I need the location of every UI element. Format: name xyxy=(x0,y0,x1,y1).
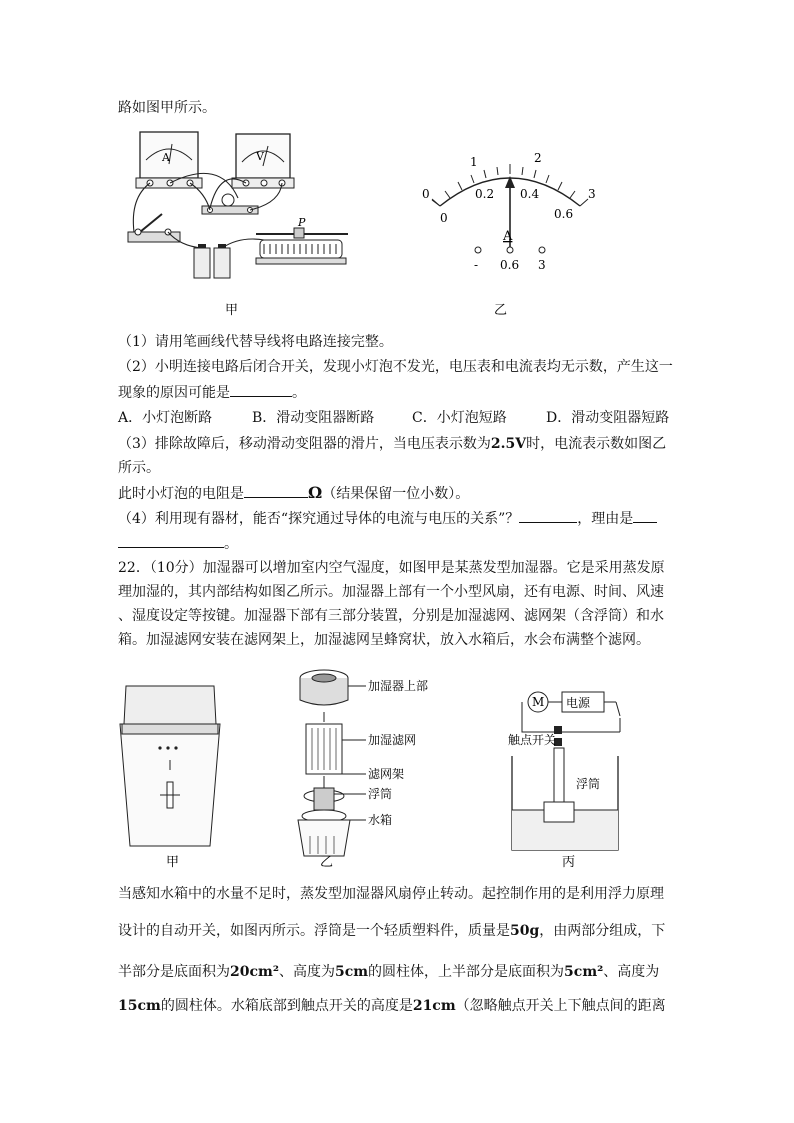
scale-bottom-2: 0.4 xyxy=(520,187,540,201)
power-label: 电源 xyxy=(566,696,591,710)
tail-line3-mid2: 的圆柱体，上半部分是底面积为 xyxy=(368,964,565,980)
part-label-tank: 水箱 xyxy=(368,813,393,827)
tail-line4-mid: 的圆柱体。水箱底部到触点开关的高度是 xyxy=(160,998,413,1014)
reason-blank[interactable] xyxy=(118,533,224,548)
part-label-filter: 加湿滤网 xyxy=(368,733,417,747)
scale-top-2: 2 xyxy=(534,151,542,165)
mass-value: 50g xyxy=(510,923,540,939)
contact-switch-label: 触点开关 xyxy=(508,733,557,747)
voltmeter-letter: V xyxy=(256,150,264,163)
part-label-rack: 滤网架 xyxy=(368,767,405,781)
q4-line2 xyxy=(118,533,238,554)
caption-yi-1: 乙 xyxy=(494,303,508,318)
tail-line4 xyxy=(118,996,666,1016)
part-label-top: 加湿器上部 xyxy=(368,679,429,693)
scale-bottom-1: 0.2 xyxy=(475,187,495,201)
tail-line1: 当感知水箱中的水量不足时，蒸发型加湿器风扇停止转动。起控制作用的是利用浮力原理 xyxy=(118,886,664,902)
float-switch-icon xyxy=(512,692,620,850)
switch-icon xyxy=(128,214,180,242)
tail-line3 xyxy=(118,962,659,982)
option-a: A．小灯泡断路 xyxy=(118,410,213,426)
exploded-parts-icon xyxy=(298,670,350,856)
motor-label: M xyxy=(532,695,545,709)
q2-line2-suffix: 。 xyxy=(292,385,306,401)
figure-humidifier xyxy=(110,660,670,878)
p22-line4: 箱。加湿滤网安装在滤网架上，加湿滤网呈蜂窝状，放入水箱后，水会布满整个滤网。 xyxy=(118,632,650,648)
voltmeter-icon xyxy=(232,134,294,188)
q4-line1-mid: ，理由是 xyxy=(577,511,634,527)
terminal-06: 0.6 xyxy=(500,258,520,272)
battery-icon xyxy=(194,244,230,278)
q1-text: （1）请用笔画线代替导线将电路连接完整。 xyxy=(118,334,393,350)
scale-top-3: 3 xyxy=(588,187,596,201)
q3-line3-prefix: 此时小灯泡的电阻是 xyxy=(118,486,244,502)
reason-blank-start[interactable] xyxy=(633,508,657,523)
q4-line1 xyxy=(118,508,657,529)
option-b: B．滑动变阻器断路 xyxy=(252,410,375,426)
intro-text: 路如图甲所示。 xyxy=(118,100,216,116)
ammeter-letter: A xyxy=(162,151,170,164)
scale-bottom-3: 0.6 xyxy=(554,207,574,221)
rheostat-icon xyxy=(256,216,348,264)
q3-line2: 所示。 xyxy=(118,460,160,476)
tail-line2-suffix: ，由两部分组成，下 xyxy=(539,923,666,939)
tail-line2 xyxy=(118,921,665,941)
q2-line1: （2）小明连接电路后闭合开关，发现小灯泡不发光，电压表和电流表均无示数，产生这一 xyxy=(118,359,673,375)
area-upper: 5cm² xyxy=(564,964,604,980)
area-lower: 20cm² xyxy=(230,964,279,980)
q4-line2-suffix: 。 xyxy=(224,536,238,552)
scale-top-0: 0 xyxy=(422,187,430,201)
caption-jia-1: 甲 xyxy=(225,303,239,318)
option-d: D．滑动变阻器短路 xyxy=(546,410,670,426)
float-label: 浮筒 xyxy=(576,777,601,791)
q3-voltage: 2.5V xyxy=(490,436,527,452)
answer-blank[interactable] xyxy=(230,382,292,397)
caption-jia-2: 甲 xyxy=(166,855,180,870)
meter-label: A xyxy=(503,229,513,244)
option-c: C．小灯泡短路 xyxy=(412,410,507,426)
humidifier-icon xyxy=(120,686,220,846)
switch-height: 21cm xyxy=(412,998,456,1014)
part-label-float: 浮筒 xyxy=(368,787,393,801)
bulb-icon xyxy=(202,194,258,214)
q3-line3-suffix: （结果保留一位小数）。 xyxy=(322,486,470,502)
slider-letter: P xyxy=(298,216,306,229)
q3-line1 xyxy=(118,434,666,454)
q2-line2-prefix: 现象的原因可能是 xyxy=(118,385,230,401)
terminal-neg: - xyxy=(474,258,479,272)
tail-line3-mid3: 、高度为 xyxy=(603,964,660,980)
q3-line1-prefix: （3）排除故障后，移动滑动变阻器的滑片，当电压表示数为 xyxy=(118,436,491,452)
tail-line3-prefix: 半部分是底面积为 xyxy=(118,964,230,980)
tail-line3-mid1: 、高度为 xyxy=(278,964,335,980)
q2-line2 xyxy=(118,382,306,403)
q4-line1-prefix: （4）利用现有器材，能否“探究通过导体的电流与电压的关系”？ xyxy=(118,511,520,527)
height-upper: 15cm xyxy=(118,998,161,1014)
tail-line2-prefix: 设计的自动开关，如图丙所示。浮筒是一个轻质塑料件，质量是 xyxy=(118,923,510,939)
q3-line3 xyxy=(118,483,469,504)
height-lower: 5cm xyxy=(334,964,369,980)
terminal-3: 3 xyxy=(538,258,546,272)
p22-line3: 、湿度设定等按键。加湿器下部有三部分装置，分别是加湿滤网、滤网架（含浮筒）和水 xyxy=(118,608,664,624)
ammeter-icon xyxy=(136,132,202,188)
scale-top-1: 1 xyxy=(470,155,478,169)
tail-line4-suffix: （忽略触点开关上下触点间的距离 xyxy=(455,998,666,1014)
q3-unit: Ω xyxy=(308,483,323,502)
p22-line1: 22．（10分）加湿器可以增加室内空气湿度，如图甲是某蒸发型加湿器。它是采用蒸发原 xyxy=(118,560,665,576)
yesno-blank[interactable] xyxy=(519,508,577,523)
scale-bottom-0: 0 xyxy=(440,211,448,225)
p22-line2: 理加湿的，其内部结构如图乙所示。加湿器上部有一个小型风扇，还有电源、时间、风速 xyxy=(118,584,664,600)
q3-line1-suffix: 时，电流表示数如图乙 xyxy=(526,436,667,452)
caption-bing: 丙 xyxy=(562,855,576,870)
figure-circuit-and-meter xyxy=(110,128,630,323)
resistance-blank[interactable] xyxy=(244,483,308,498)
caption-yi-2: 乙 xyxy=(320,855,334,870)
